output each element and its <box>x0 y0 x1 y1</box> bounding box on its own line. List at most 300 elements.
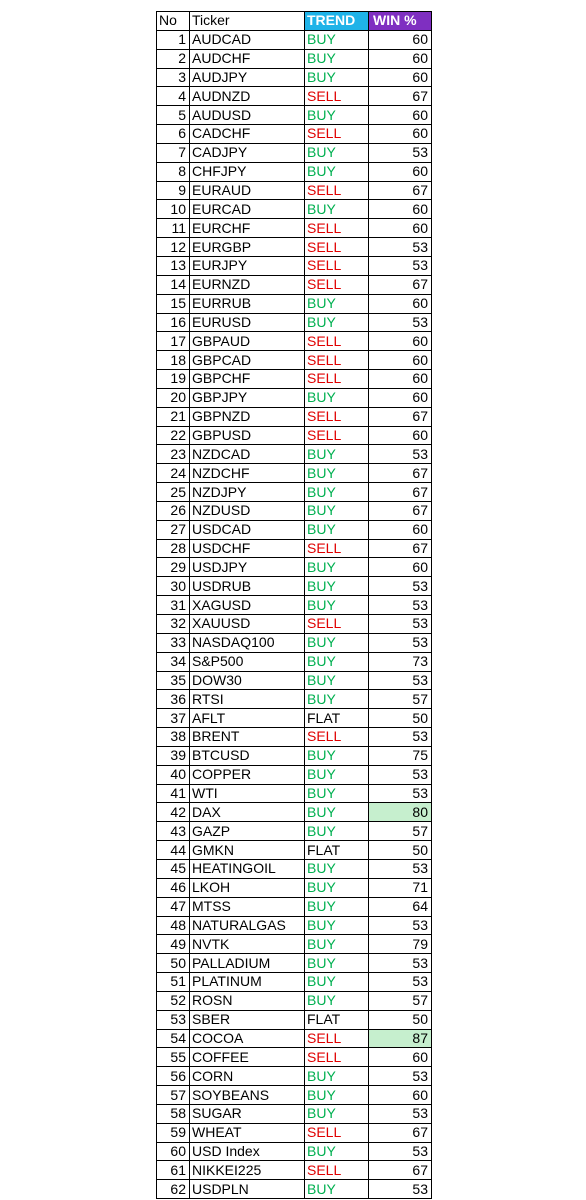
row-win: 60 <box>369 558 432 577</box>
row-no: 44 <box>157 841 190 860</box>
table-row <box>157 652 432 671</box>
row-win: 53 <box>369 256 432 275</box>
row-ticker: NZDCHF <box>190 464 305 483</box>
row-no: 7 <box>157 143 190 162</box>
row-no: 59 <box>157 1123 190 1142</box>
row-trend: BUY <box>305 897 369 916</box>
table-row <box>157 181 432 200</box>
row-trend: BUY <box>305 859 369 878</box>
table-row <box>157 87 432 106</box>
row-no: 4 <box>157 87 190 106</box>
row-win: 67 <box>369 483 432 502</box>
row-ticker: GBPUSD <box>190 426 305 445</box>
row-win: 60 <box>369 370 432 389</box>
row-ticker: EURGBP <box>190 238 305 257</box>
row-trend: SELL <box>305 351 369 370</box>
row-ticker: MTSS <box>190 897 305 916</box>
row-trend: BUY <box>305 991 369 1010</box>
row-trend: SELL <box>305 275 369 294</box>
signals-table <box>156 11 432 1199</box>
row-trend: BUY <box>305 916 369 935</box>
header-win: WIN % <box>369 12 432 31</box>
row-win: 60 <box>369 106 432 125</box>
row-win: 57 <box>369 822 432 841</box>
row-win: 67 <box>369 181 432 200</box>
row-no: 28 <box>157 539 190 558</box>
table-row <box>157 332 432 351</box>
row-trend: BUY <box>305 162 369 181</box>
table-row <box>157 483 432 502</box>
row-no: 6 <box>157 125 190 144</box>
row-win: 60 <box>369 1086 432 1105</box>
row-no: 57 <box>157 1086 190 1105</box>
row-trend: BUY <box>305 30 369 49</box>
header-no: No <box>157 12 190 31</box>
row-ticker: GMKN <box>190 841 305 860</box>
row-ticker: COPPER <box>190 765 305 784</box>
row-ticker: USDCHF <box>190 539 305 558</box>
row-no: 31 <box>157 596 190 615</box>
row-trend: SELL <box>305 256 369 275</box>
row-no: 58 <box>157 1104 190 1123</box>
row-ticker: AUDCAD <box>190 30 305 49</box>
table-row <box>157 765 432 784</box>
row-no: 61 <box>157 1161 190 1180</box>
header-row <box>157 12 432 31</box>
row-trend: BUY <box>305 49 369 68</box>
row-win: 60 <box>369 426 432 445</box>
table-row <box>157 125 432 144</box>
row-win: 75 <box>369 746 432 765</box>
row-win: 53 <box>369 313 432 332</box>
row-trend: BUY <box>305 577 369 596</box>
row-trend: BUY <box>305 935 369 954</box>
table-row <box>157 973 432 992</box>
table-row <box>157 143 432 162</box>
row-win: 53 <box>369 784 432 803</box>
row-no: 49 <box>157 935 190 954</box>
table-row <box>157 520 432 539</box>
row-ticker: BRENT <box>190 728 305 747</box>
row-no: 32 <box>157 615 190 634</box>
row-no: 50 <box>157 954 190 973</box>
row-win: 71 <box>369 878 432 897</box>
row-ticker: SBER <box>190 1010 305 1029</box>
row-ticker: XAUUSD <box>190 615 305 634</box>
row-no: 52 <box>157 991 190 1010</box>
table-row <box>157 991 432 1010</box>
row-trend: SELL <box>305 539 369 558</box>
row-ticker: RTSI <box>190 690 305 709</box>
row-trend: SELL <box>305 181 369 200</box>
table-row <box>157 690 432 709</box>
row-no: 8 <box>157 162 190 181</box>
row-no: 48 <box>157 916 190 935</box>
row-win: 60 <box>369 30 432 49</box>
row-trend: BUY <box>305 954 369 973</box>
row-trend: SELL <box>305 1029 369 1048</box>
table-row <box>157 746 432 765</box>
row-no: 53 <box>157 1010 190 1029</box>
row-win: 67 <box>369 1123 432 1142</box>
row-no: 34 <box>157 652 190 671</box>
table-row <box>157 841 432 860</box>
row-trend: BUY <box>305 878 369 897</box>
row-trend: BUY <box>305 973 369 992</box>
table-row <box>157 1086 432 1105</box>
row-win: 60 <box>369 49 432 68</box>
row-trend: BUY <box>305 784 369 803</box>
table-row <box>157 615 432 634</box>
table-row <box>157 464 432 483</box>
row-ticker: AUDUSD <box>190 106 305 125</box>
row-ticker: EURNZD <box>190 275 305 294</box>
table-row <box>157 671 432 690</box>
table-row <box>157 539 432 558</box>
row-win: 53 <box>369 633 432 652</box>
row-no: 10 <box>157 200 190 219</box>
row-trend: SELL <box>305 370 369 389</box>
row-ticker: GAZP <box>190 822 305 841</box>
row-ticker: NZDUSD <box>190 501 305 520</box>
row-ticker: EURCAD <box>190 200 305 219</box>
table-row <box>157 916 432 935</box>
table-row <box>157 1180 432 1199</box>
row-ticker: EURAUD <box>190 181 305 200</box>
row-no: 27 <box>157 520 190 539</box>
row-win: 53 <box>369 859 432 878</box>
row-win: 53 <box>369 765 432 784</box>
row-win: 60 <box>369 200 432 219</box>
row-no: 15 <box>157 294 190 313</box>
row-trend: BUY <box>305 464 369 483</box>
table-row <box>157 275 432 294</box>
row-trend: BUY <box>305 671 369 690</box>
row-ticker: NZDCAD <box>190 445 305 464</box>
table-row <box>157 388 432 407</box>
row-win: 60 <box>369 162 432 181</box>
row-no: 5 <box>157 106 190 125</box>
table-row <box>157 935 432 954</box>
row-trend: SELL <box>305 615 369 634</box>
row-win: 67 <box>369 539 432 558</box>
row-no: 35 <box>157 671 190 690</box>
row-trend: BUY <box>305 822 369 841</box>
row-no: 11 <box>157 219 190 238</box>
row-no: 42 <box>157 803 190 822</box>
row-win: 73 <box>369 652 432 671</box>
row-trend: BUY <box>305 1067 369 1086</box>
row-win: 57 <box>369 991 432 1010</box>
row-no: 16 <box>157 313 190 332</box>
row-win: 87 <box>369 1029 432 1048</box>
row-trend: BUY <box>305 106 369 125</box>
row-ticker: AUDCHF <box>190 49 305 68</box>
row-no: 45 <box>157 859 190 878</box>
row-no: 60 <box>157 1142 190 1161</box>
row-ticker: USDRUB <box>190 577 305 596</box>
row-no: 43 <box>157 822 190 841</box>
row-ticker: PALLADIUM <box>190 954 305 973</box>
table-row <box>157 784 432 803</box>
row-trend: BUY <box>305 1086 369 1105</box>
row-ticker: S&P500 <box>190 652 305 671</box>
row-no: 40 <box>157 765 190 784</box>
row-ticker: LKOH <box>190 878 305 897</box>
table-row <box>157 596 432 615</box>
row-ticker: EURJPY <box>190 256 305 275</box>
row-trend: BUY <box>305 294 369 313</box>
table-row <box>157 1048 432 1067</box>
row-ticker: USDCAD <box>190 520 305 539</box>
row-win: 50 <box>369 1010 432 1029</box>
row-win: 67 <box>369 407 432 426</box>
row-ticker: NIKKEI225 <box>190 1161 305 1180</box>
row-ticker: GBPCHF <box>190 370 305 389</box>
row-win: 53 <box>369 1180 432 1199</box>
row-no: 56 <box>157 1067 190 1086</box>
row-win: 53 <box>369 143 432 162</box>
row-win: 57 <box>369 690 432 709</box>
table-row <box>157 709 432 728</box>
table-row <box>157 558 432 577</box>
table-row <box>157 803 432 822</box>
row-win: 60 <box>369 332 432 351</box>
row-trend: SELL <box>305 238 369 257</box>
row-ticker: AUDNZD <box>190 87 305 106</box>
row-trend: FLAT <box>305 841 369 860</box>
row-no: 41 <box>157 784 190 803</box>
row-win: 53 <box>369 238 432 257</box>
row-no: 22 <box>157 426 190 445</box>
row-no: 23 <box>157 445 190 464</box>
row-ticker: GBPCAD <box>190 351 305 370</box>
row-ticker: CADJPY <box>190 143 305 162</box>
row-no: 17 <box>157 332 190 351</box>
row-ticker: COFFEE <box>190 1048 305 1067</box>
row-ticker: CHFJPY <box>190 162 305 181</box>
row-win: 60 <box>369 219 432 238</box>
row-no: 21 <box>157 407 190 426</box>
row-no: 14 <box>157 275 190 294</box>
row-win: 79 <box>369 935 432 954</box>
row-ticker: EURUSD <box>190 313 305 332</box>
row-win: 64 <box>369 897 432 916</box>
row-trend: BUY <box>305 501 369 520</box>
row-trend: BUY <box>305 313 369 332</box>
row-ticker: NATURALGAS <box>190 916 305 935</box>
row-no: 33 <box>157 633 190 652</box>
row-win: 53 <box>369 1067 432 1086</box>
row-ticker: XAGUSD <box>190 596 305 615</box>
table-row <box>157 822 432 841</box>
row-win: 60 <box>369 388 432 407</box>
row-no: 46 <box>157 878 190 897</box>
row-no: 20 <box>157 388 190 407</box>
row-trend: SELL <box>305 728 369 747</box>
row-ticker: DOW30 <box>190 671 305 690</box>
row-ticker: CADCHF <box>190 125 305 144</box>
row-no: 37 <box>157 709 190 728</box>
row-no: 26 <box>157 501 190 520</box>
table-row <box>157 313 432 332</box>
row-ticker: ROSN <box>190 991 305 1010</box>
row-win: 67 <box>369 501 432 520</box>
table-row <box>157 1067 432 1086</box>
table-body <box>157 30 432 1198</box>
table-row <box>157 370 432 389</box>
row-no: 30 <box>157 577 190 596</box>
table-row <box>157 577 432 596</box>
table-row <box>157 445 432 464</box>
table-row <box>157 351 432 370</box>
row-ticker: HEATINGOIL <box>190 859 305 878</box>
row-win: 53 <box>369 596 432 615</box>
row-win: 60 <box>369 125 432 144</box>
table-row <box>157 238 432 257</box>
row-win: 60 <box>369 520 432 539</box>
row-win: 50 <box>369 841 432 860</box>
row-trend: SELL <box>305 332 369 351</box>
row-win: 53 <box>369 954 432 973</box>
row-no: 24 <box>157 464 190 483</box>
row-ticker: GBPAUD <box>190 332 305 351</box>
row-no: 25 <box>157 483 190 502</box>
row-ticker: COCOA <box>190 1029 305 1048</box>
row-no: 54 <box>157 1029 190 1048</box>
row-win: 60 <box>369 1048 432 1067</box>
row-ticker: WTI <box>190 784 305 803</box>
row-trend: BUY <box>305 652 369 671</box>
row-trend: BUY <box>305 765 369 784</box>
row-ticker: PLATINUM <box>190 973 305 992</box>
row-trend: BUY <box>305 143 369 162</box>
table-row <box>157 859 432 878</box>
row-win: 67 <box>369 87 432 106</box>
table-row <box>157 426 432 445</box>
row-trend: BUY <box>305 1180 369 1199</box>
row-trend: BUY <box>305 483 369 502</box>
row-win: 53 <box>369 916 432 935</box>
row-win: 53 <box>369 973 432 992</box>
table-row <box>157 294 432 313</box>
row-trend: BUY <box>305 803 369 822</box>
row-ticker: BTCUSD <box>190 746 305 765</box>
row-win: 53 <box>369 445 432 464</box>
table-row <box>157 728 432 747</box>
row-no: 19 <box>157 370 190 389</box>
table-row <box>157 633 432 652</box>
row-win: 80 <box>369 803 432 822</box>
table-row <box>157 30 432 49</box>
row-trend: SELL <box>305 219 369 238</box>
row-trend: BUY <box>305 596 369 615</box>
table-row <box>157 1010 432 1029</box>
table-row <box>157 878 432 897</box>
row-trend: BUY <box>305 690 369 709</box>
row-trend: FLAT <box>305 1010 369 1029</box>
row-win: 53 <box>369 615 432 634</box>
row-no: 18 <box>157 351 190 370</box>
row-no: 9 <box>157 181 190 200</box>
row-trend: BUY <box>305 558 369 577</box>
table-row <box>157 106 432 125</box>
row-trend: BUY <box>305 633 369 652</box>
row-trend: SELL <box>305 407 369 426</box>
row-ticker: AFLT <box>190 709 305 728</box>
row-ticker: SOYBEANS <box>190 1086 305 1105</box>
row-ticker: DAX <box>190 803 305 822</box>
row-trend: FLAT <box>305 709 369 728</box>
row-ticker: EURRUB <box>190 294 305 313</box>
row-trend: BUY <box>305 388 369 407</box>
row-trend: SELL <box>305 1161 369 1180</box>
row-win: 53 <box>369 671 432 690</box>
row-trend: SELL <box>305 1048 369 1067</box>
row-ticker: WHEAT <box>190 1123 305 1142</box>
table-row <box>157 256 432 275</box>
row-no: 2 <box>157 49 190 68</box>
row-win: 67 <box>369 1161 432 1180</box>
row-no: 29 <box>157 558 190 577</box>
row-no: 38 <box>157 728 190 747</box>
row-ticker: USDPLN <box>190 1180 305 1199</box>
row-no: 51 <box>157 973 190 992</box>
table-row <box>157 897 432 916</box>
row-ticker: GBPNZD <box>190 407 305 426</box>
row-ticker: CORN <box>190 1067 305 1086</box>
row-no: 39 <box>157 746 190 765</box>
row-no: 55 <box>157 1048 190 1067</box>
row-trend: BUY <box>305 445 369 464</box>
row-ticker: NVTK <box>190 935 305 954</box>
row-ticker: NZDJPY <box>190 483 305 502</box>
row-trend: BUY <box>305 1142 369 1161</box>
row-trend: BUY <box>305 1104 369 1123</box>
row-trend: SELL <box>305 125 369 144</box>
table-row <box>157 162 432 181</box>
row-win: 67 <box>369 464 432 483</box>
table-row <box>157 1029 432 1048</box>
row-ticker: SUGAR <box>190 1104 305 1123</box>
row-win: 53 <box>369 1104 432 1123</box>
row-no: 13 <box>157 256 190 275</box>
row-win: 60 <box>369 294 432 313</box>
table-row <box>157 407 432 426</box>
row-win: 60 <box>369 351 432 370</box>
table-row <box>157 1123 432 1142</box>
row-ticker: NASDAQ100 <box>190 633 305 652</box>
table-row <box>157 1104 432 1123</box>
row-win: 53 <box>369 728 432 747</box>
row-ticker: AUDJPY <box>190 68 305 87</box>
row-win: 60 <box>369 68 432 87</box>
table-row <box>157 1161 432 1180</box>
row-trend: BUY <box>305 746 369 765</box>
row-no: 3 <box>157 68 190 87</box>
row-win: 50 <box>369 709 432 728</box>
row-no: 36 <box>157 690 190 709</box>
table-row <box>157 954 432 973</box>
row-ticker: GBPJPY <box>190 388 305 407</box>
row-ticker: USDJPY <box>190 558 305 577</box>
row-trend: BUY <box>305 520 369 539</box>
table-row <box>157 49 432 68</box>
header-ticker: Ticker <box>190 12 305 31</box>
row-ticker: USD Index <box>190 1142 305 1161</box>
row-ticker: EURCHF <box>190 219 305 238</box>
header-trend: TREND <box>305 12 369 31</box>
